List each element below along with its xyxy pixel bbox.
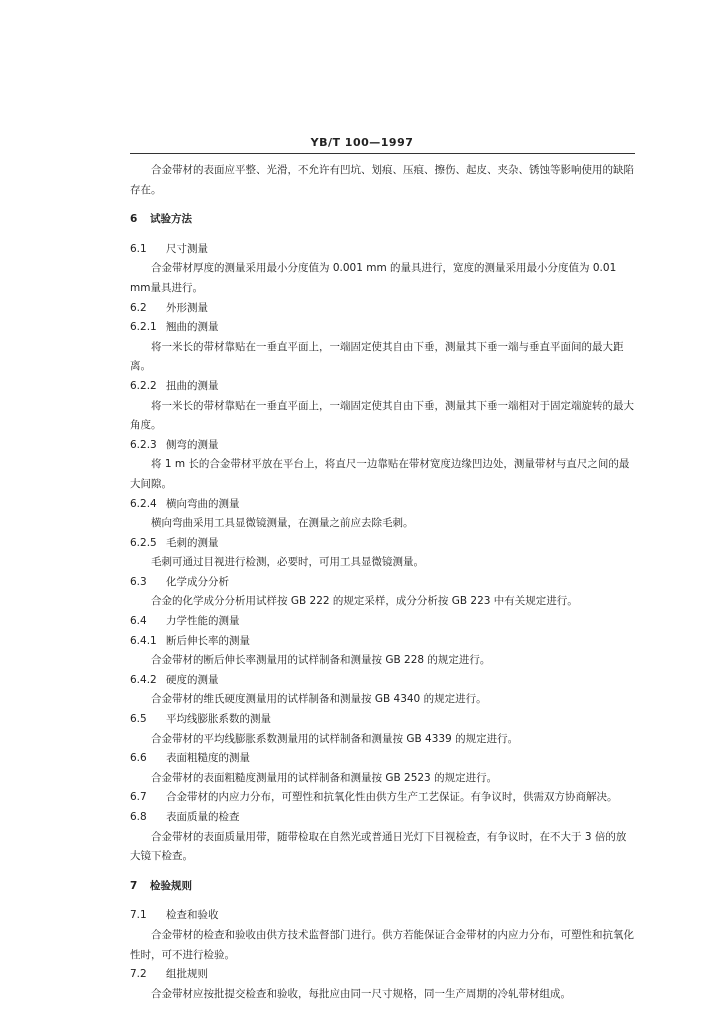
clause-title: 力学性能的测量 [166, 615, 240, 628]
clause-number: 6.4.1 [130, 634, 157, 647]
clause-number: 6.2.2 [130, 379, 157, 392]
clause-title: 断后伸长率的测量 [166, 634, 250, 647]
clause-text-6-2-2: 将一米长的带材靠贴在一垂直平面上，一端固定使其自由下垂，测量其下垂一端相对于固定端旋转的最大角度。 [130, 399, 634, 432]
standard-code-header: YB/T 100—1997 [310, 136, 414, 149]
clause-title: 翘曲的测量 [166, 321, 219, 334]
section-heading-6 [130, 210, 635, 230]
section-number: 6 [130, 213, 138, 226]
clause-heading-6-2-3 [130, 436, 635, 456]
clause-text-7-2: 合金带材应按批提交检查和验收，每批应由同一尺寸规格，同一生产周期的冷轧带材组成。 [151, 987, 571, 1000]
clause-number: 6.6 [130, 752, 147, 765]
clause-number: 7.1 [130, 909, 147, 922]
clause-title: 表面质量的检查 [166, 811, 240, 823]
clause-title: 检查和验收 [166, 909, 219, 922]
clause-number: 6.3 [130, 575, 147, 588]
clause-title: 平均线膨胀系数的测量 [166, 713, 271, 726]
clause-text-6-8: 合金带材的表面质量用带，随带检取在自然光或普通日光灯下目视检查，有争议时，在不大于 3 倍的放大镜下检查。 [130, 830, 627, 863]
header-rule [130, 153, 635, 154]
clause-number: 6.5 [130, 713, 147, 726]
clause-heading-6-4-2 [130, 671, 635, 691]
clause-number: 6.8 [130, 811, 147, 823]
document-body [130, 161, 635, 1004]
clause-text-6-2-1: 将一米长的带材靠贴在一垂直平面上，一端固定使其自由下垂，测量其下垂一端与垂直平面间的最大距离。 [130, 340, 624, 373]
clause-title: 扭曲的测量 [166, 379, 219, 392]
clause-heading-7-2 [130, 965, 635, 985]
clause-title: 横向弯曲的测量 [166, 497, 240, 510]
clause-title: 表面粗糙度的测量 [166, 752, 250, 765]
surface-quality-paragraph: 合金带材的表面应平整、光滑，不允许有凹坑、划痕、压痕、擦伤、起皮、夹杂、锈蚀等影响使用的缺陷存在。 [130, 164, 634, 196]
clause-number: 6.7 [130, 791, 147, 804]
clause-heading-6-6 [130, 749, 635, 769]
clause-heading-6-2 [130, 299, 635, 319]
clause-text-6-1: 合金带材厚度的测量采用最小分度值为 0.001 mm 的量具进行，宽度的测量采用最小分度值为 0.01 mm量具进行。 [130, 262, 617, 294]
clause-heading-6-4-1 [130, 632, 635, 652]
clause-number: 6.4 [130, 615, 147, 628]
clause-heading-6-1 [130, 240, 635, 260]
clause-title: 化学成分分析 [166, 575, 229, 588]
clause-text-6-5: 合金带材的平均线膨胀系数测量用的试样制备和测量按 GB 4339 的规定进行。 [151, 732, 519, 745]
clause-text-7-1: 合金带材的检查和验收由供方技术监督部门进行。供方若能保证合金带材的内应力分布，可塑性和抗氧化性时，可不进行检验。 [130, 928, 634, 961]
clause-text-6-2-5: 毛刺可通过目视进行检测，必要时，可用工具显微镜测量。 [151, 556, 424, 569]
clause-text-6-4-1: 合金带材的断后伸长率测量用的试样制备和测量按 GB 228 的规定进行。 [151, 654, 491, 667]
clause-title: 毛刺的测量 [166, 536, 219, 549]
clause-heading-6-2-5 [130, 534, 635, 554]
clause-title: 侧弯的测量 [166, 438, 219, 451]
section-title: 试验方法 [150, 213, 192, 226]
clause-number: 6.2 [130, 301, 147, 314]
clause-heading-6-2-4 [130, 495, 635, 515]
clause-number: 6.2.5 [130, 536, 157, 549]
clause-text-6-6: 合金带材的表面粗糙度测量用的试样制备和测量按 GB 2523 的规定进行。 [151, 771, 498, 784]
clause-title: 组批规则 [166, 968, 208, 981]
clause-text-6-7: 合金带材的内应力分布，可塑性和抗氧化性由供方生产工艺保证。有争议时，供需双方协商解决。 [166, 791, 618, 804]
clause-text-6-3: 合金的化学成分分析用试样按 GB 222 的规定采样，成分分析按 GB 223 中有关规定进行。 [151, 595, 578, 608]
clause-heading-7-1 [130, 906, 635, 926]
clause-number: 6.2.4 [130, 497, 157, 510]
clause-title: 外形测量 [166, 301, 208, 314]
section-number: 7 [130, 879, 138, 892]
section-title: 检验规则 [150, 879, 192, 892]
clause-number: 6.4.2 [130, 673, 157, 686]
clause-title: 硬度的测量 [166, 673, 219, 686]
clause-6-7 [130, 788, 635, 808]
clause-title: 尺寸测量 [166, 242, 208, 255]
clause-heading-6-4 [130, 612, 635, 632]
clause-text-6-2-3: 将 1 m 长的合金带材平放在平台上，将直尺一边靠贴在带材宽度边缘凹边处，测量带材与直尺之间的最大间隙。 [130, 458, 630, 490]
clause-number: 6.2.1 [130, 321, 157, 334]
clause-text-6-2-4: 横向弯曲采用工具显微镜测量，在测量之前应去除毛刺。 [151, 517, 414, 530]
clause-heading-6-2-2 [130, 377, 635, 397]
clause-number: 7.2 [130, 968, 147, 981]
section-heading-7 [130, 877, 635, 897]
clause-heading-6-2-1 [130, 318, 635, 338]
clause-number: 6.1 [130, 242, 147, 255]
clause-heading-6-5 [130, 710, 635, 730]
clause-number: 6.2.3 [130, 438, 157, 451]
clause-heading-6-8 [130, 808, 635, 828]
clause-heading-6-3 [130, 573, 635, 593]
clause-text-6-4-2: 合金带材的维氏硬度测量用的试样制备和测量按 GB 4340 的规定进行。 [151, 693, 487, 706]
